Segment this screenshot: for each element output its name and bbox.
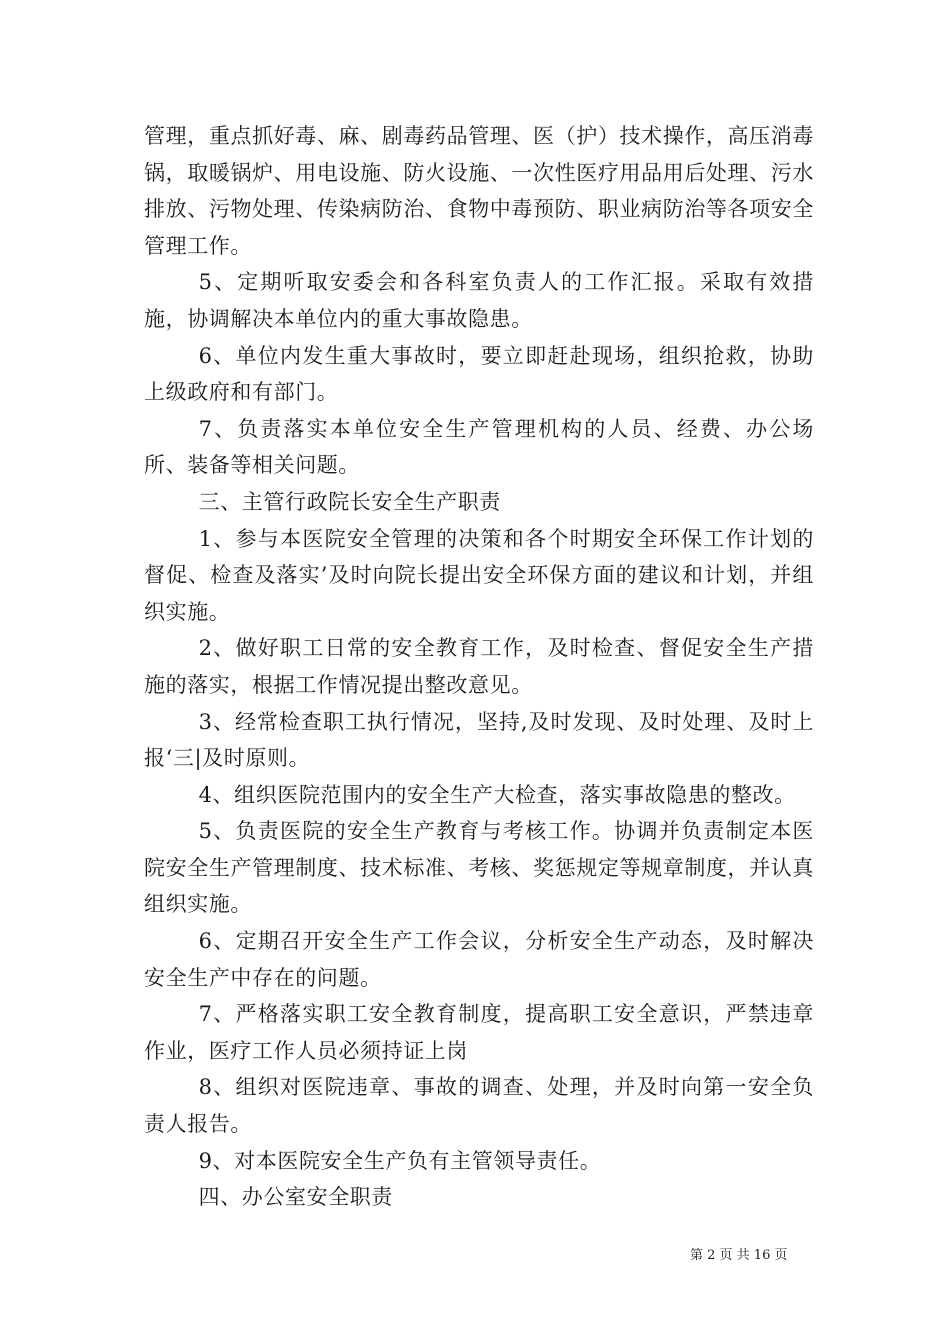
page-number: 第 2 页 共 16 页	[690, 1248, 788, 1263]
paragraph: 6、定期召开安全生产工作会议，分析安全生产动态，及时解决安全生产中存在的问题。	[144, 929, 814, 990]
paragraph: 7、负责落实本单位安全生产管理机构的人员、经费、办公场所、装备等相关问题。	[144, 416, 814, 478]
paragraph: 5、负责医院的安全生产教育与考核工作。协调并负责制定本医院安全生产管理制度、技术标准、考核、奖惩规定等规章制度，并认真组织实施。	[144, 819, 814, 917]
paragraph: 4、组织医院范围内的安全生产大检查，落实事故隐患的整改。	[198, 782, 796, 807]
paragraph: 2、做好职工日常的安全教育工作，及时检查、督促安全生产措施的落实，根据工作情况提出整改意见。	[144, 636, 814, 697]
paragraph: 5、定期听取安委会和各科室负责人的工作汇报。采取有效措施，协调解决本单位内的重大事故隐患。	[144, 270, 814, 331]
section-heading: 四、办公室安全职责	[198, 1185, 393, 1210]
paragraph: 1、参与本医院安全管理的决策和各个时期安全环保工作计划的督促、检查及落实’及时向院长提出安全环保方面的建议和计划，并组织实施。	[144, 526, 814, 624]
paragraph: 管理，重点抓好毒、麻、剧毒药品管理、医（护）技术操作，高压消毒锅，取暖锅炉、用电设施、防火设施、一次性医疗用品用后处理、污水排放、污物处理、传染病防治、食物中毒预防、职业病防治等各项安全管理工作。	[144, 124, 814, 258]
paragraph: 9、对本医院安全生产负有主管领导责任。	[198, 1148, 602, 1173]
paragraph: 7、严格落实职工安全教育制度，提高职工安全意识，严禁违章作业，医疗工作人员必须持证上岗	[144, 1002, 814, 1063]
paragraph: 8、组织对医院违章、事故的调查、处理，并及时向第一安全负责人报告。	[144, 1075, 814, 1137]
section-heading: 三、主管行政院长安全生产职责	[198, 489, 501, 514]
paragraph: 6、单位内发生重大事故时，要立即赶赴现场，组织抢救，协助上级政府和有部门。	[144, 343, 814, 405]
paragraph: 3、经常检查职工执行情况，坚持,及时发现、及时处理、及时上报‘三|及时原则。	[144, 709, 814, 771]
document-body	[144, 118, 814, 1216]
